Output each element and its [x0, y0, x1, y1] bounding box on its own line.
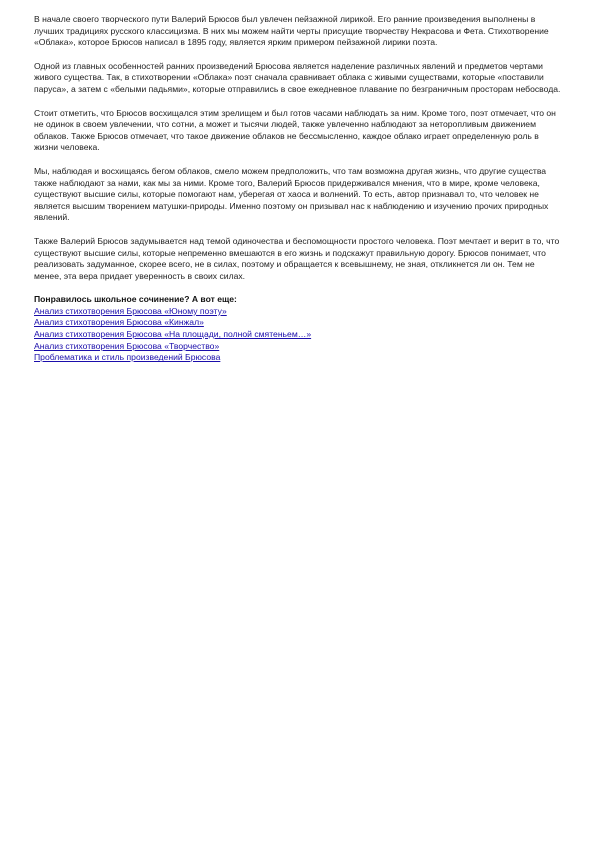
- paragraph-4: Мы, наблюдая и восхищаясь бегом облаков, смело можем предположить, что там возможна другая жизнь, что другие существа также наблюдают за нами, как мы за ними. Кроме того, Валерий Брюсов придерживался мнения, что в мире, кроме человека, существуют высшие силы, которые помогают нам, уберегая от хаоса и волнений. То есть, автор признавал то, что человек не является высшим творением матушки-природы. Именно поэтому он призывал нас к наблюдению и изучению прочих природных явлений.: [34, 165, 549, 223]
- essay-link-yunomu-poetu[interactable]: Анализ стихотворения Брюсова «Юному поэту»: [34, 305, 227, 316]
- more-essays-list: [34, 306, 562, 364]
- list-item: [34, 317, 562, 329]
- more-essays-heading: Понравилось школьное сочинение? А вот еще:: [34, 294, 237, 305]
- document-page: [34, 14, 562, 364]
- essay-link-tvorchestvo[interactable]: Анализ стихотворения Брюсова «Творчество»: [34, 340, 220, 351]
- essay-link-kinzhal[interactable]: Анализ стихотворения Брюсова «Кинжал»: [34, 317, 204, 328]
- more-essays-section: [34, 294, 562, 364]
- list-item: [34, 306, 562, 318]
- list-item: [34, 352, 562, 364]
- essay-link-problematika[interactable]: Проблематика и стиль произведений Брюсова: [34, 352, 221, 363]
- list-item: [34, 341, 562, 353]
- list-item: [34, 329, 562, 341]
- paragraph-3: Стоит отметить, что Брюсов восхищался этим зрелищем и был готов часами наблюдать за ним. Кроме того, поэт отмечает, что он не одинок в своем увлечении, что сотни, а может и тысячи людей, также увлеченно наблюдают за неторопливым движением облаков. Также Брюсов отмечает, что такое движение облаков не бессмысленно, каждое облако играет определенную роль в жизни человека.: [34, 107, 556, 153]
- paragraph-5: Также Валерий Брюсов задумывается над темой одиночества и беспомощности простого человека. Поэт мечтает и верит в то, что существуют высшие силы, которые непременно вмешаются в его жизнь и подскажут правильную дорогу. Брюсов понимает, что реализовать задуманное, скорее всего, не в силах, поэтому и обращается к всевышнему, не зная, откликнется ли он. Тем не менее, эта вера придает уверенность в своих силах.: [34, 235, 560, 281]
- paragraph-2: Одной из главных особенностей ранних произведений Брюсова является наделение различных явлений и предметов чертами живого существа. Так, в стихотворении «Облака» поэт сначала сравнивает облака с живыми существами, которые «поставили паруса», а затем с «белыми падьями», которые отправились в свое ежедневное плавание по безграничным просторам небосвода.: [34, 60, 561, 94]
- paragraph-1: В начале своего творческого пути Валерий Брюсов был увлечен пейзажной лирикой. Его ранние произведения выполнены в лучших традициях русского классицизма. В них мы можем найти черты присущие творчеству Некрасова и Фета. Стихотворение «Облака», которое Брюсов написал в 1895 году, является ярким примером пейзажной лирики поэта.: [34, 14, 549, 48]
- essay-link-na-ploshchadi[interactable]: Анализ стихотворения Брюсова «На площади, полной смятеньем…»: [34, 329, 312, 340]
